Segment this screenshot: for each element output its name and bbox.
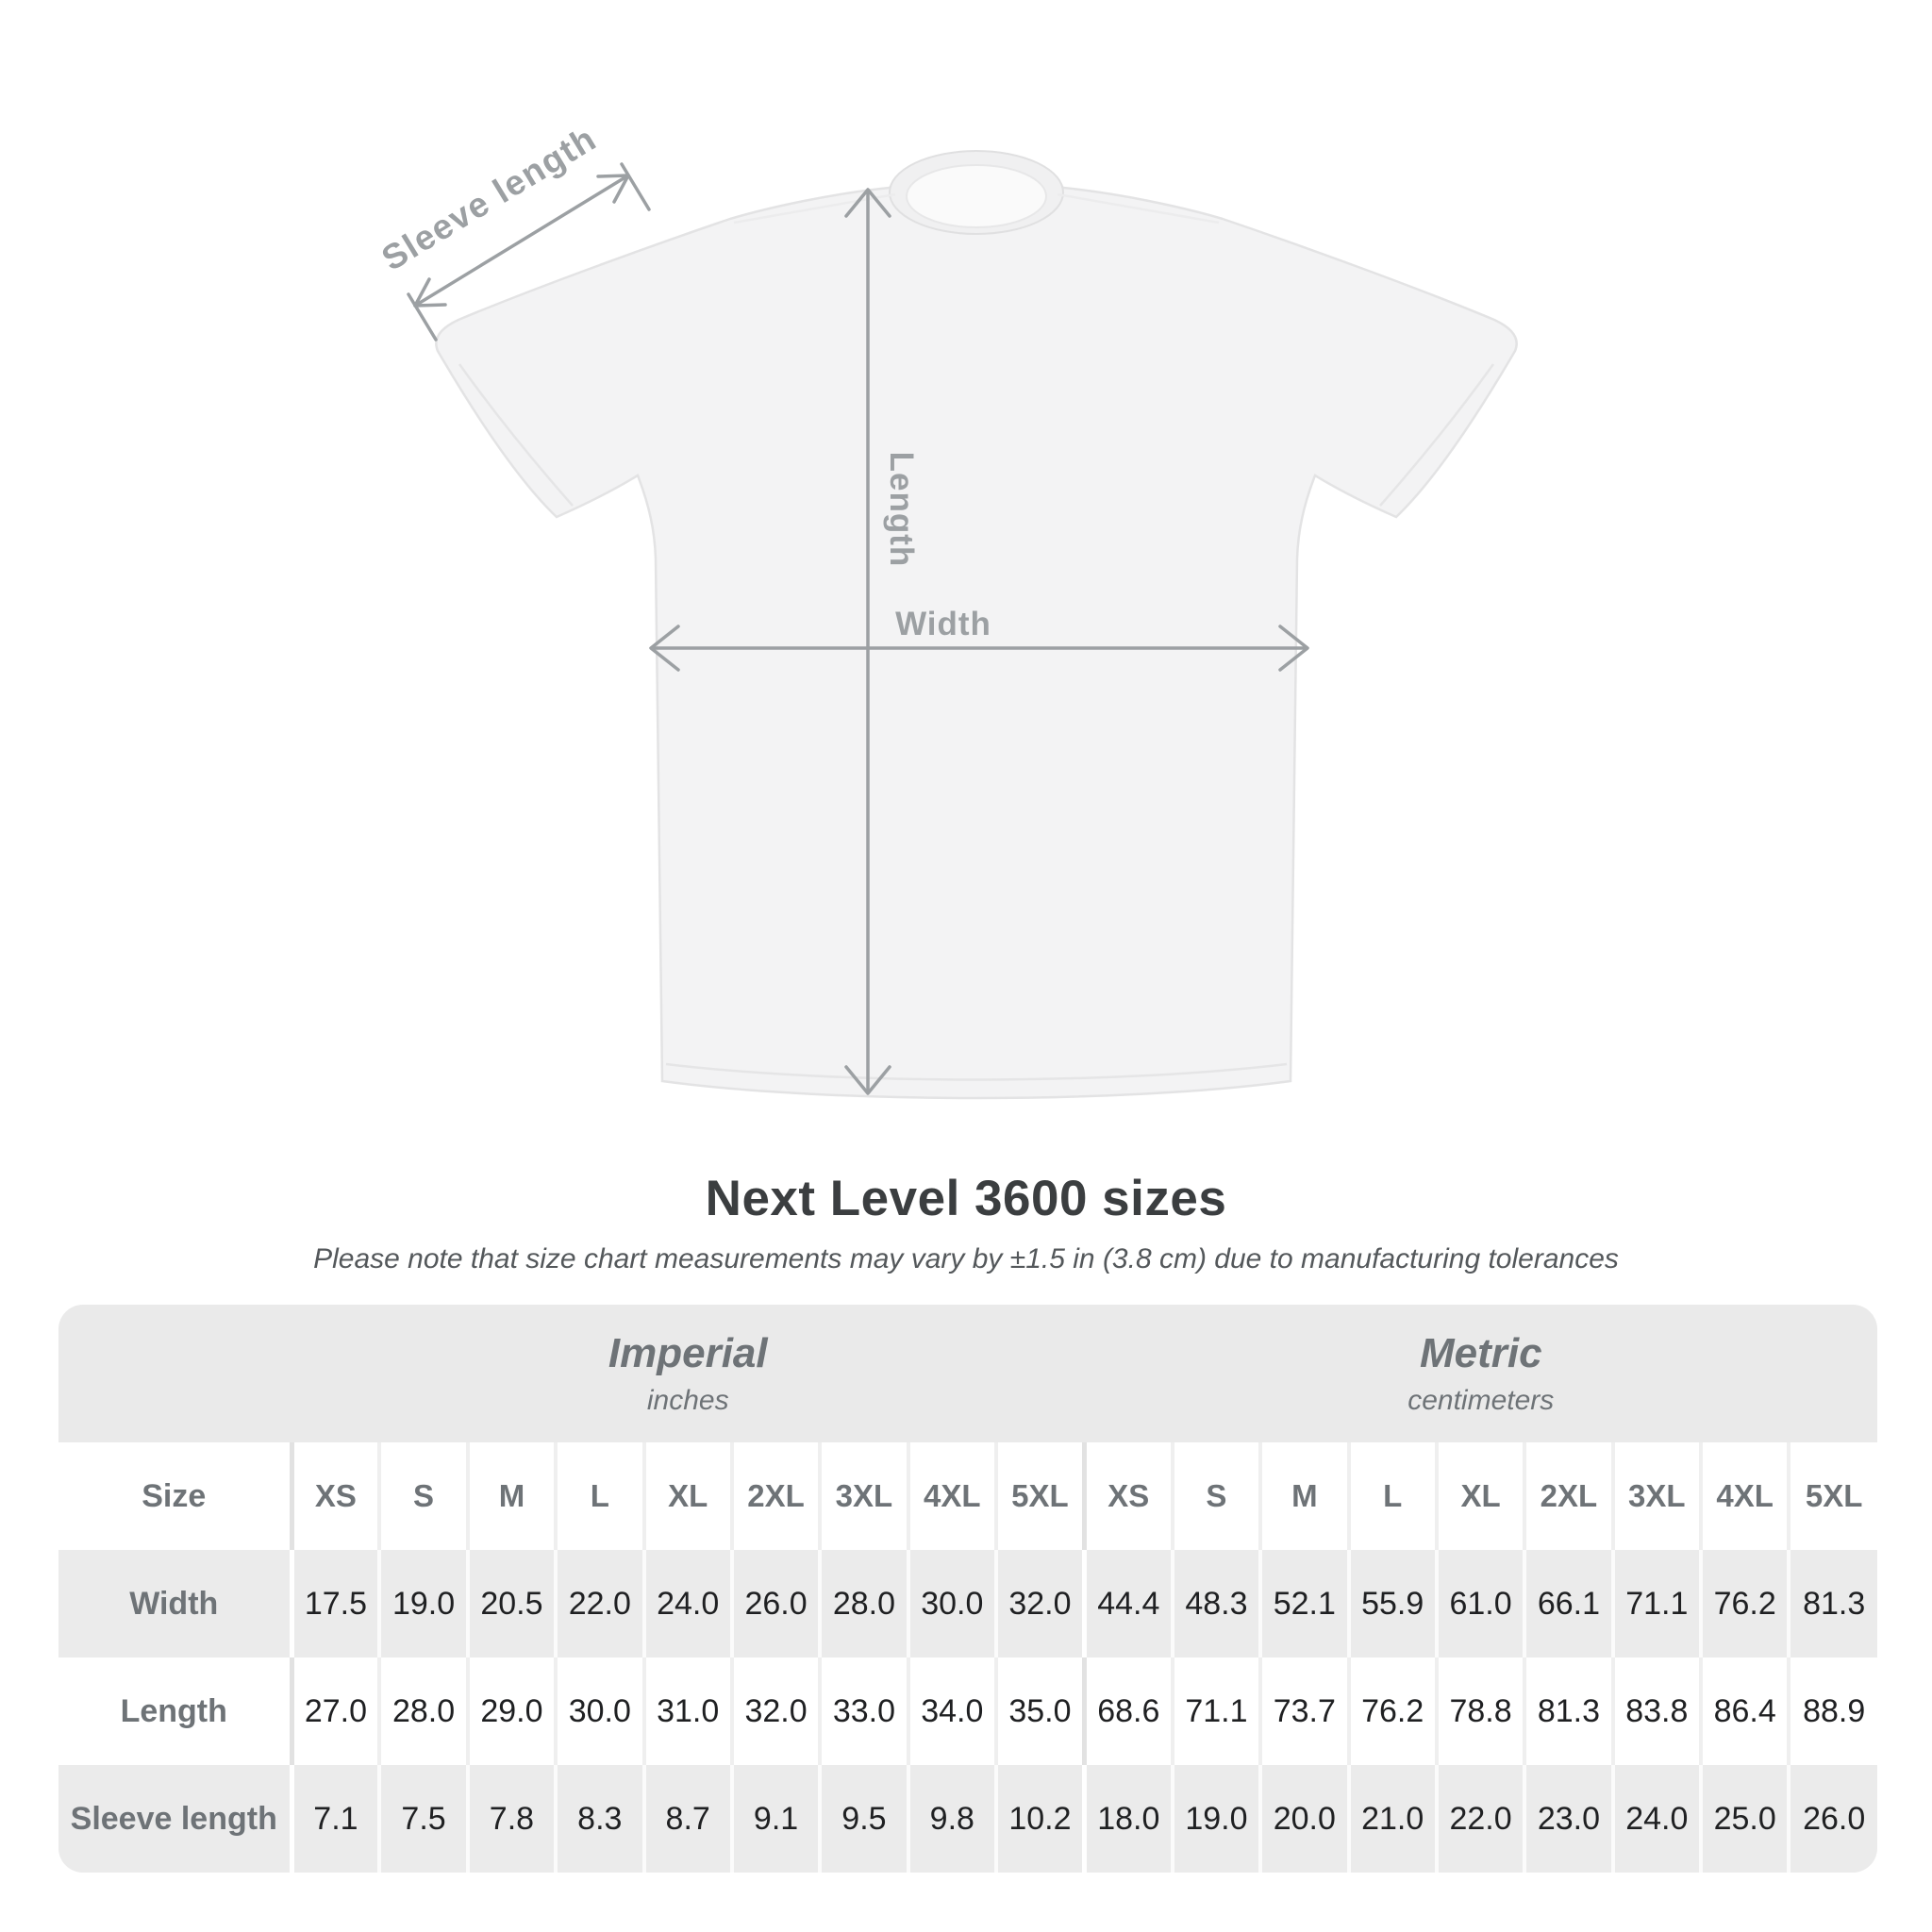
size-header-row <box>58 1442 1877 1550</box>
size-col-imperial-l: L <box>556 1442 643 1550</box>
title-block <box>0 1170 1932 1275</box>
cell-width-metric-xs: 44.4 <box>1084 1550 1172 1657</box>
row-label: Sleeve length <box>70 1800 277 1837</box>
cell-length-metric-3xl: 83.8 <box>1613 1657 1701 1765</box>
cell-sleeve-length-metric-m: 20.0 <box>1260 1765 1348 1873</box>
cell-length-imperial-3xl: 33.0 <box>820 1657 908 1765</box>
cell-length-imperial-xl: 31.0 <box>644 1657 732 1765</box>
cell-width-metric-3xl: 71.1 <box>1613 1550 1701 1657</box>
cell-width-imperial-m: 20.5 <box>468 1550 556 1657</box>
cell-width-metric-m: 52.1 <box>1260 1550 1348 1657</box>
cell-sleeve-length-imperial-3xl: 9.5 <box>820 1765 908 1873</box>
width-label: Width <box>895 606 991 642</box>
cell-length-imperial-xs: 27.0 <box>291 1657 379 1765</box>
length-label: Length <box>883 451 920 568</box>
cell-sleeve-length-imperial-xs: 7.1 <box>291 1765 379 1873</box>
page-title: Next Level 3600 sizes <box>705 1171 1227 1226</box>
cell-width-imperial-s: 19.0 <box>379 1550 467 1657</box>
cell-sleeve-length-metric-s: 19.0 <box>1173 1765 1260 1873</box>
cell-width-imperial-l: 22.0 <box>556 1550 643 1657</box>
cell-length-imperial-5xl: 35.0 <box>996 1657 1084 1765</box>
cell-sleeve-length-imperial-l: 8.3 <box>556 1765 643 1873</box>
size-col-imperial-4xl: 4XL <box>908 1442 996 1550</box>
size-col-imperial-2xl: 2XL <box>732 1442 820 1550</box>
cell-length-metric-m: 73.7 <box>1260 1657 1348 1765</box>
cell-length-imperial-l: 30.0 <box>556 1657 643 1765</box>
imperial-group-header <box>291 1305 1085 1442</box>
size-col-imperial-xl: XL <box>644 1442 732 1550</box>
collar-inner <box>907 165 1046 227</box>
sleeve-length-label: Sleeve length <box>375 118 604 278</box>
cell-width-metric-4xl: 76.2 <box>1701 1550 1789 1657</box>
cell-sleeve-length-metric-xs: 18.0 <box>1084 1765 1172 1873</box>
cell-width-imperial-2xl: 26.0 <box>732 1550 820 1657</box>
metric-group-header <box>1085 1305 1878 1442</box>
cell-sleeve-length-metric-3xl: 24.0 <box>1613 1765 1701 1873</box>
row-label: Width <box>129 1585 219 1622</box>
row-label: Length <box>120 1692 227 1729</box>
cell-width-metric-l: 55.9 <box>1349 1550 1437 1657</box>
cell-width-imperial-5xl: 32.0 <box>996 1550 1084 1657</box>
cell-width-metric-2xl: 66.1 <box>1524 1550 1612 1657</box>
metric-group-name: Metric <box>1419 1330 1542 1376</box>
cell-sleeve-length-metric-4xl: 25.0 <box>1701 1765 1789 1873</box>
cell-sleeve-length-metric-2xl: 23.0 <box>1524 1765 1612 1873</box>
cell-width-imperial-3xl: 28.0 <box>820 1550 908 1657</box>
measurement-row-length <box>58 1657 1877 1765</box>
cell-sleeve-length-imperial-m: 7.8 <box>468 1765 556 1873</box>
size-col-metric-4xl: 4XL <box>1701 1442 1789 1550</box>
size-col-metric-2xl: 2XL <box>1524 1442 1612 1550</box>
imperial-group-unit: inches <box>646 1385 729 1416</box>
cell-sleeve-length-imperial-4xl: 9.8 <box>908 1765 996 1873</box>
cell-length-imperial-s: 28.0 <box>379 1657 467 1765</box>
size-col-imperial-xs: XS <box>291 1442 379 1550</box>
cell-length-metric-4xl: 86.4 <box>1701 1657 1789 1765</box>
measurement-row-width <box>58 1550 1877 1657</box>
size-col-imperial-5xl: 5XL <box>996 1442 1084 1550</box>
cell-width-metric-xl: 61.0 <box>1437 1550 1524 1657</box>
size-col-imperial-m: M <box>468 1442 556 1550</box>
size-col-metric-s: S <box>1173 1442 1260 1550</box>
cell-length-imperial-4xl: 34.0 <box>908 1657 996 1765</box>
cell-width-imperial-xl: 24.0 <box>644 1550 732 1657</box>
cell-length-metric-xs: 68.6 <box>1084 1657 1172 1765</box>
size-col-metric-5xl: 5XL <box>1789 1442 1877 1550</box>
size-col-metric-l: L <box>1349 1442 1437 1550</box>
cell-width-imperial-4xl: 30.0 <box>908 1550 996 1657</box>
cell-width-metric-s: 48.3 <box>1173 1550 1260 1657</box>
cell-sleeve-length-imperial-xl: 8.7 <box>644 1765 732 1873</box>
size-col-metric-xs: XS <box>1084 1442 1172 1550</box>
size-chart-table <box>58 1305 1877 1873</box>
group-header-spacer <box>58 1305 291 1442</box>
cell-sleeve-length-metric-xl: 22.0 <box>1437 1765 1524 1873</box>
cell-length-metric-5xl: 88.9 <box>1789 1657 1877 1765</box>
cell-length-metric-l: 76.2 <box>1349 1657 1437 1765</box>
cell-width-imperial-xs: 17.5 <box>291 1550 379 1657</box>
imperial-group-name: Imperial <box>608 1330 768 1376</box>
cell-sleeve-length-metric-l: 21.0 <box>1349 1765 1437 1873</box>
cell-length-metric-xl: 78.8 <box>1437 1657 1524 1765</box>
size-col-metric-xl: XL <box>1437 1442 1524 1550</box>
cell-width-metric-5xl: 81.3 <box>1789 1550 1877 1657</box>
cell-length-imperial-m: 29.0 <box>468 1657 556 1765</box>
size-col-imperial-s: S <box>379 1442 467 1550</box>
measurements-table <box>58 1442 1877 1873</box>
metric-group-unit: centimeters <box>1407 1385 1555 1416</box>
size-col-metric-3xl: 3XL <box>1613 1442 1701 1550</box>
size-col-imperial-3xl: 3XL <box>820 1442 908 1550</box>
cell-sleeve-length-metric-5xl: 26.0 <box>1789 1765 1877 1873</box>
cell-sleeve-length-imperial-2xl: 9.1 <box>732 1765 820 1873</box>
cell-sleeve-length-imperial-5xl: 10.2 <box>996 1765 1084 1873</box>
size-col-metric-m: M <box>1260 1442 1348 1550</box>
tolerance-note: Please note that size chart measurements may vary by ±1.5 in (3.8 cm) due to manufacturing tolerances <box>313 1243 1619 1274</box>
cell-length-imperial-2xl: 32.0 <box>732 1657 820 1765</box>
size-column-header: Size <box>142 1477 207 1514</box>
measurement-row-sleeve-length <box>58 1765 1877 1873</box>
unit-group-header <box>58 1305 1877 1442</box>
cell-length-metric-s: 71.1 <box>1173 1657 1260 1765</box>
cell-length-metric-2xl: 81.3 <box>1524 1657 1612 1765</box>
cell-sleeve-length-imperial-s: 7.5 <box>379 1765 467 1873</box>
